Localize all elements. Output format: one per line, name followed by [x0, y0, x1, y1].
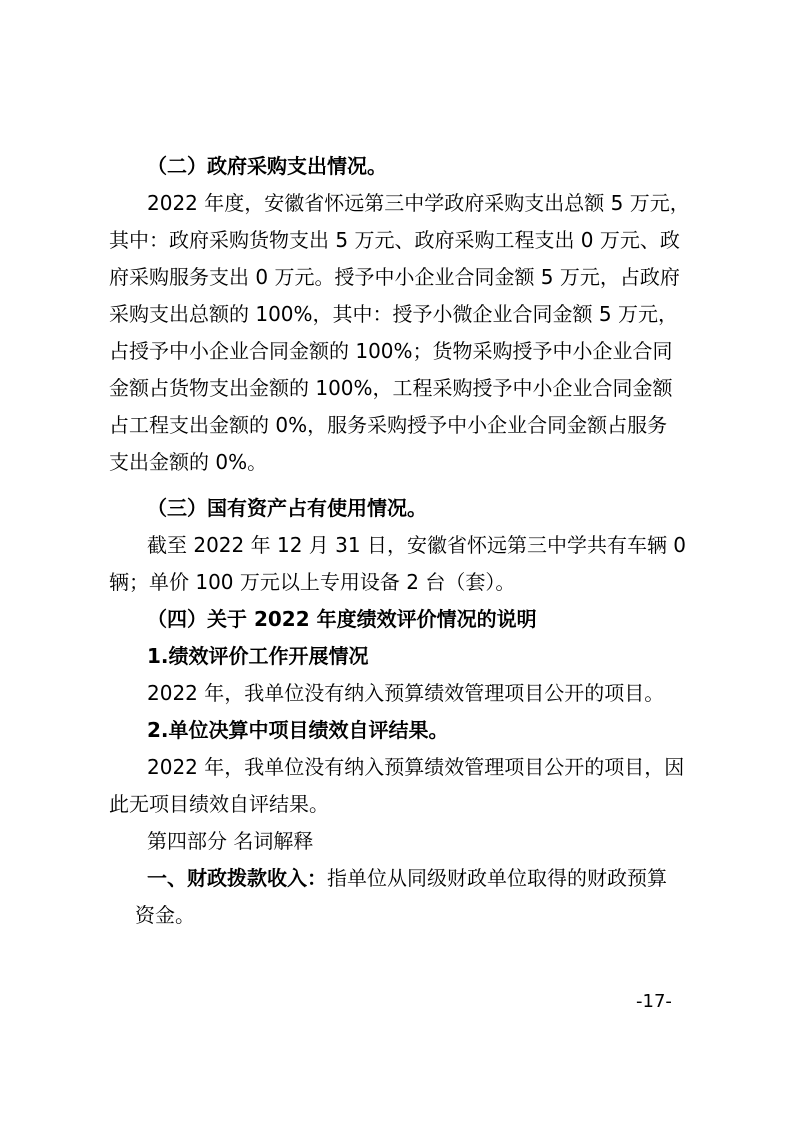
item-heading-self-evaluation: 2.单位决算中项目绩效自评结果。	[147, 718, 449, 742]
paragraph-assets	[109, 527, 690, 601]
text-line: 2022 年，我单位没有纳入预算绩效管理项目公开的项目，因	[147, 755, 685, 779]
paragraph-self-evaluation	[109, 749, 690, 823]
text-line: 截至 2022 年 12 月 31 日，安徽省怀远第三中学共有车辆 0	[147, 533, 687, 557]
text-line: 支出金额的 0%。	[109, 450, 268, 474]
text-line: 资金。	[135, 903, 195, 927]
section-heading-procurement: （二）政府采购支出情况。	[147, 154, 387, 178]
text-line: 2022 年度，安徽省怀远第三中学政府采购支出总额 5 万元，	[147, 191, 690, 215]
text-line: 其中：政府采购货物支出 5 万元、政府采购工程支出 0 万元、政	[109, 228, 680, 252]
text-line: 金额占货物支出金额的 100%，工程采购授予中小企业合同金额	[109, 376, 673, 400]
paragraph-evaluation-work	[109, 675, 690, 712]
term-label: 一、财政拨款收入：	[147, 866, 327, 890]
page-number: -17-	[636, 991, 672, 1012]
text-line	[109, 860, 690, 897]
paragraph-procurement	[109, 185, 690, 481]
item-heading-evaluation-work: 1.绩效评价工作开展情况	[147, 644, 369, 668]
definition-fiscal-allocation-income	[109, 860, 690, 934]
text-line: 占工程支出金额的 0%，服务采购授予中小企业合同金额占服务	[109, 413, 668, 437]
text-line: 占授予中小企业合同金额的 100%；货物采购授予中小企业合同	[109, 339, 673, 363]
term-definition: 指单位从同级财政单位取得的财政预算	[327, 866, 667, 890]
part-title-glossary: 第四部分 名词解释	[147, 829, 314, 853]
text-line: 采购支出总额的 100%，其中：授予小微企业合同金额 5 万元，	[109, 302, 678, 326]
section-heading-assets: （三）国有资产占有使用情况。	[147, 496, 427, 520]
section-heading-performance: （四）关于 2022 年度绩效评价情况的说明	[147, 607, 537, 631]
text-line: 2022 年，我单位没有纳入预算绩效管理项目公开的项目。	[147, 681, 665, 705]
text-line: 府采购服务支出 0 万元。授予中小企业合同金额 5 万元，占政府	[109, 265, 680, 289]
page-content	[109, 148, 690, 934]
text-line: 辆；单价 100 万元以上专用设备 2 台（套）。	[109, 570, 516, 594]
text-line: 此无项目绩效自评结果。	[109, 792, 329, 816]
